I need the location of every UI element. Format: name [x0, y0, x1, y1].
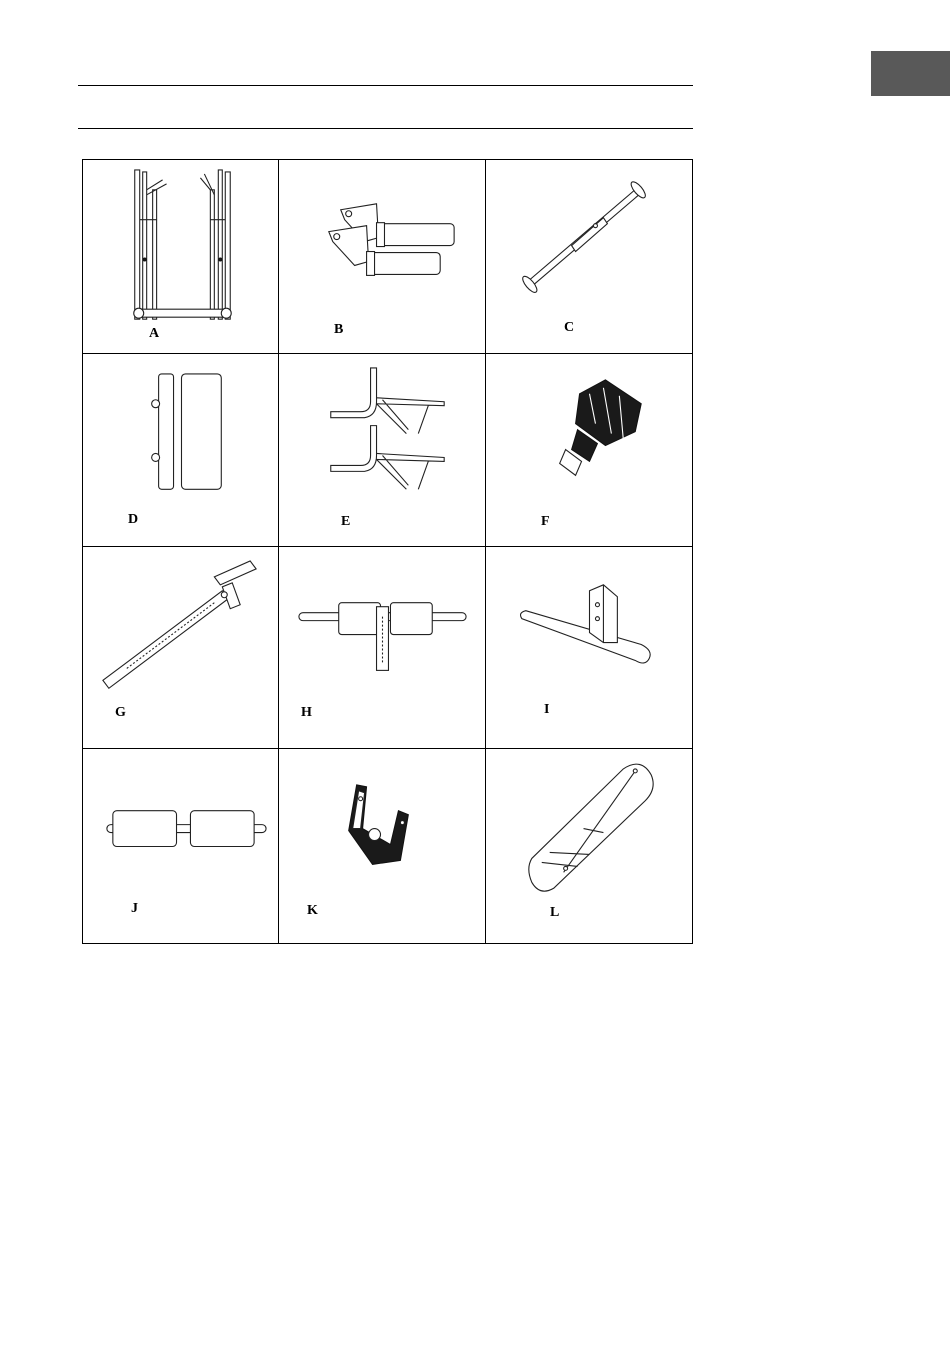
part-label-l: L	[550, 905, 560, 920]
knob-icon	[486, 354, 692, 546]
part-label-i: I	[544, 702, 550, 717]
base-tube-icon	[486, 547, 692, 748]
part-label-b: B	[334, 322, 344, 337]
armrest-brackets-icon	[279, 354, 485, 546]
part-cell-b	[279, 160, 486, 354]
back-pads-icon	[83, 354, 278, 546]
part-cell-l	[486, 749, 693, 944]
telescopic-bar-icon	[486, 160, 692, 353]
part-cell-a	[83, 160, 279, 354]
part-label-d: D	[128, 512, 139, 527]
part-label-f: F	[541, 514, 550, 529]
part-label-h: H	[301, 705, 312, 720]
part-cell-h	[279, 547, 486, 749]
part-label-k: K	[307, 903, 318, 918]
foam-roller-icon	[83, 749, 278, 943]
header-rule-bottom	[78, 128, 693, 129]
language-tab	[871, 51, 950, 96]
seat-plate-icon	[486, 749, 692, 943]
part-label-j: J	[131, 901, 138, 916]
handle-brackets-icon	[279, 160, 485, 353]
parts-grid	[82, 159, 693, 944]
part-cell-i	[486, 547, 693, 749]
part-label-a: A	[149, 326, 160, 341]
adjustment-bar-icon	[83, 547, 278, 748]
part-label-c: C	[564, 320, 575, 335]
part-label-e: E	[341, 514, 351, 529]
part-cell-c	[486, 160, 693, 354]
part-cell-j	[83, 749, 279, 944]
header-rule-top	[78, 85, 693, 86]
frame-icon	[83, 160, 278, 353]
part-label-g: G	[115, 705, 126, 720]
part-cell-d	[83, 354, 279, 547]
part-cell-e	[279, 354, 486, 547]
part-cell-g	[83, 547, 279, 749]
part-cell-f	[486, 354, 693, 547]
part-cell-k	[279, 749, 486, 944]
